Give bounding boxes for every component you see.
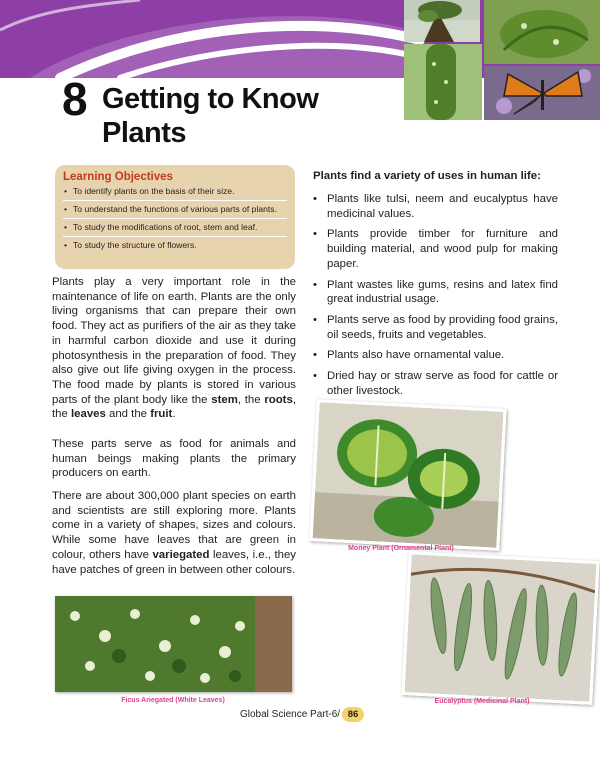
chapter-number: 8 [62,73,88,125]
ficus-photo [55,596,292,692]
objective-item: • To study the structure of flowers. [63,240,287,254]
money-plant-caption: Money Plant (Ornamental Plant) [348,545,454,552]
term-roots: roots [264,393,293,406]
page-number: 86 [342,707,364,722]
use-item: • Dried hay or straw serve as food for cattle or other livestock. [313,369,558,398]
term-stem: stem [211,393,238,406]
header-photo-butterfly [484,66,600,120]
uses-heading: Plants find a variety of uses in human life: [313,170,541,182]
footer-book-title: Global Science Part-6/ [240,709,341,720]
use-item: • Plants serve as food by providing food grains, oil seeds, fruits and vegetables. [313,313,558,342]
money-plant-photo [309,399,506,551]
term-leaves: leaves [71,408,106,421]
use-item: • Plant wastes like gums, resins and latex find great industrial usage. [313,278,558,307]
eucalyptus-caption: Eucalyptus (Medicinal Plant) [434,698,530,705]
chapter-heading [62,73,402,149]
term-fruit: fruit [150,408,173,421]
ficus-caption: Ficus Ariegated (White Leaves) [121,697,225,704]
learning-objectives-box [55,165,295,269]
objective-item: • To identify plants on the basis of their size. [63,186,287,201]
learning-objectives-heading: Learning Objectives [63,171,173,183]
uses-list [313,192,558,404]
use-item: • Plants also have ornamental value. [313,348,558,363]
intro-paragraph-3: There are about 300,000 plant species on earth and scientists are still exploring more. Plants come in a variety of shapes, sizes and colours. While some have leaves that are green in colour, others have variegated leaves, i.e., they have patches of green in between other colours. [52,490,296,576]
objective-item: • To understand the functions of various parts of plants. [63,204,287,219]
objective-item: • To study the modifications of root, stem and leaf. [63,222,287,237]
use-item: • Plants provide timber for furniture and building material, and wood pulp for making paper. [313,227,558,271]
page-footer [240,707,364,722]
intro-paragraph-1: Plants play a very important role in the maintenance of life on earth. Plants are the only living organisms that can prepare their own food. They act as purifiers of the air as they take in harmful carbon dioxide and use it during photosynthesis in the preparation of food. They also give out life giving oxygen in the process. The food made by plants is stored in various parts of the plant body like the stem, the roots, the leaves and the fruit. [52,276,296,421]
chapter-title: Getting to Know Plants [102,83,319,149]
header-photo-bonsai [404,0,480,42]
use-item: • Plants like tulsi, neem and eucalyptus have medicinal values. [313,192,558,221]
header-photo-leaf-drops [484,0,600,64]
intro-paragraph-2: These parts serve as food for animals and human beings making plants the primary producers on earth. [52,438,296,480]
eucalyptus-photo [401,551,599,705]
header-photo-cactus [404,44,482,120]
term-variegated: variegated [152,548,210,561]
